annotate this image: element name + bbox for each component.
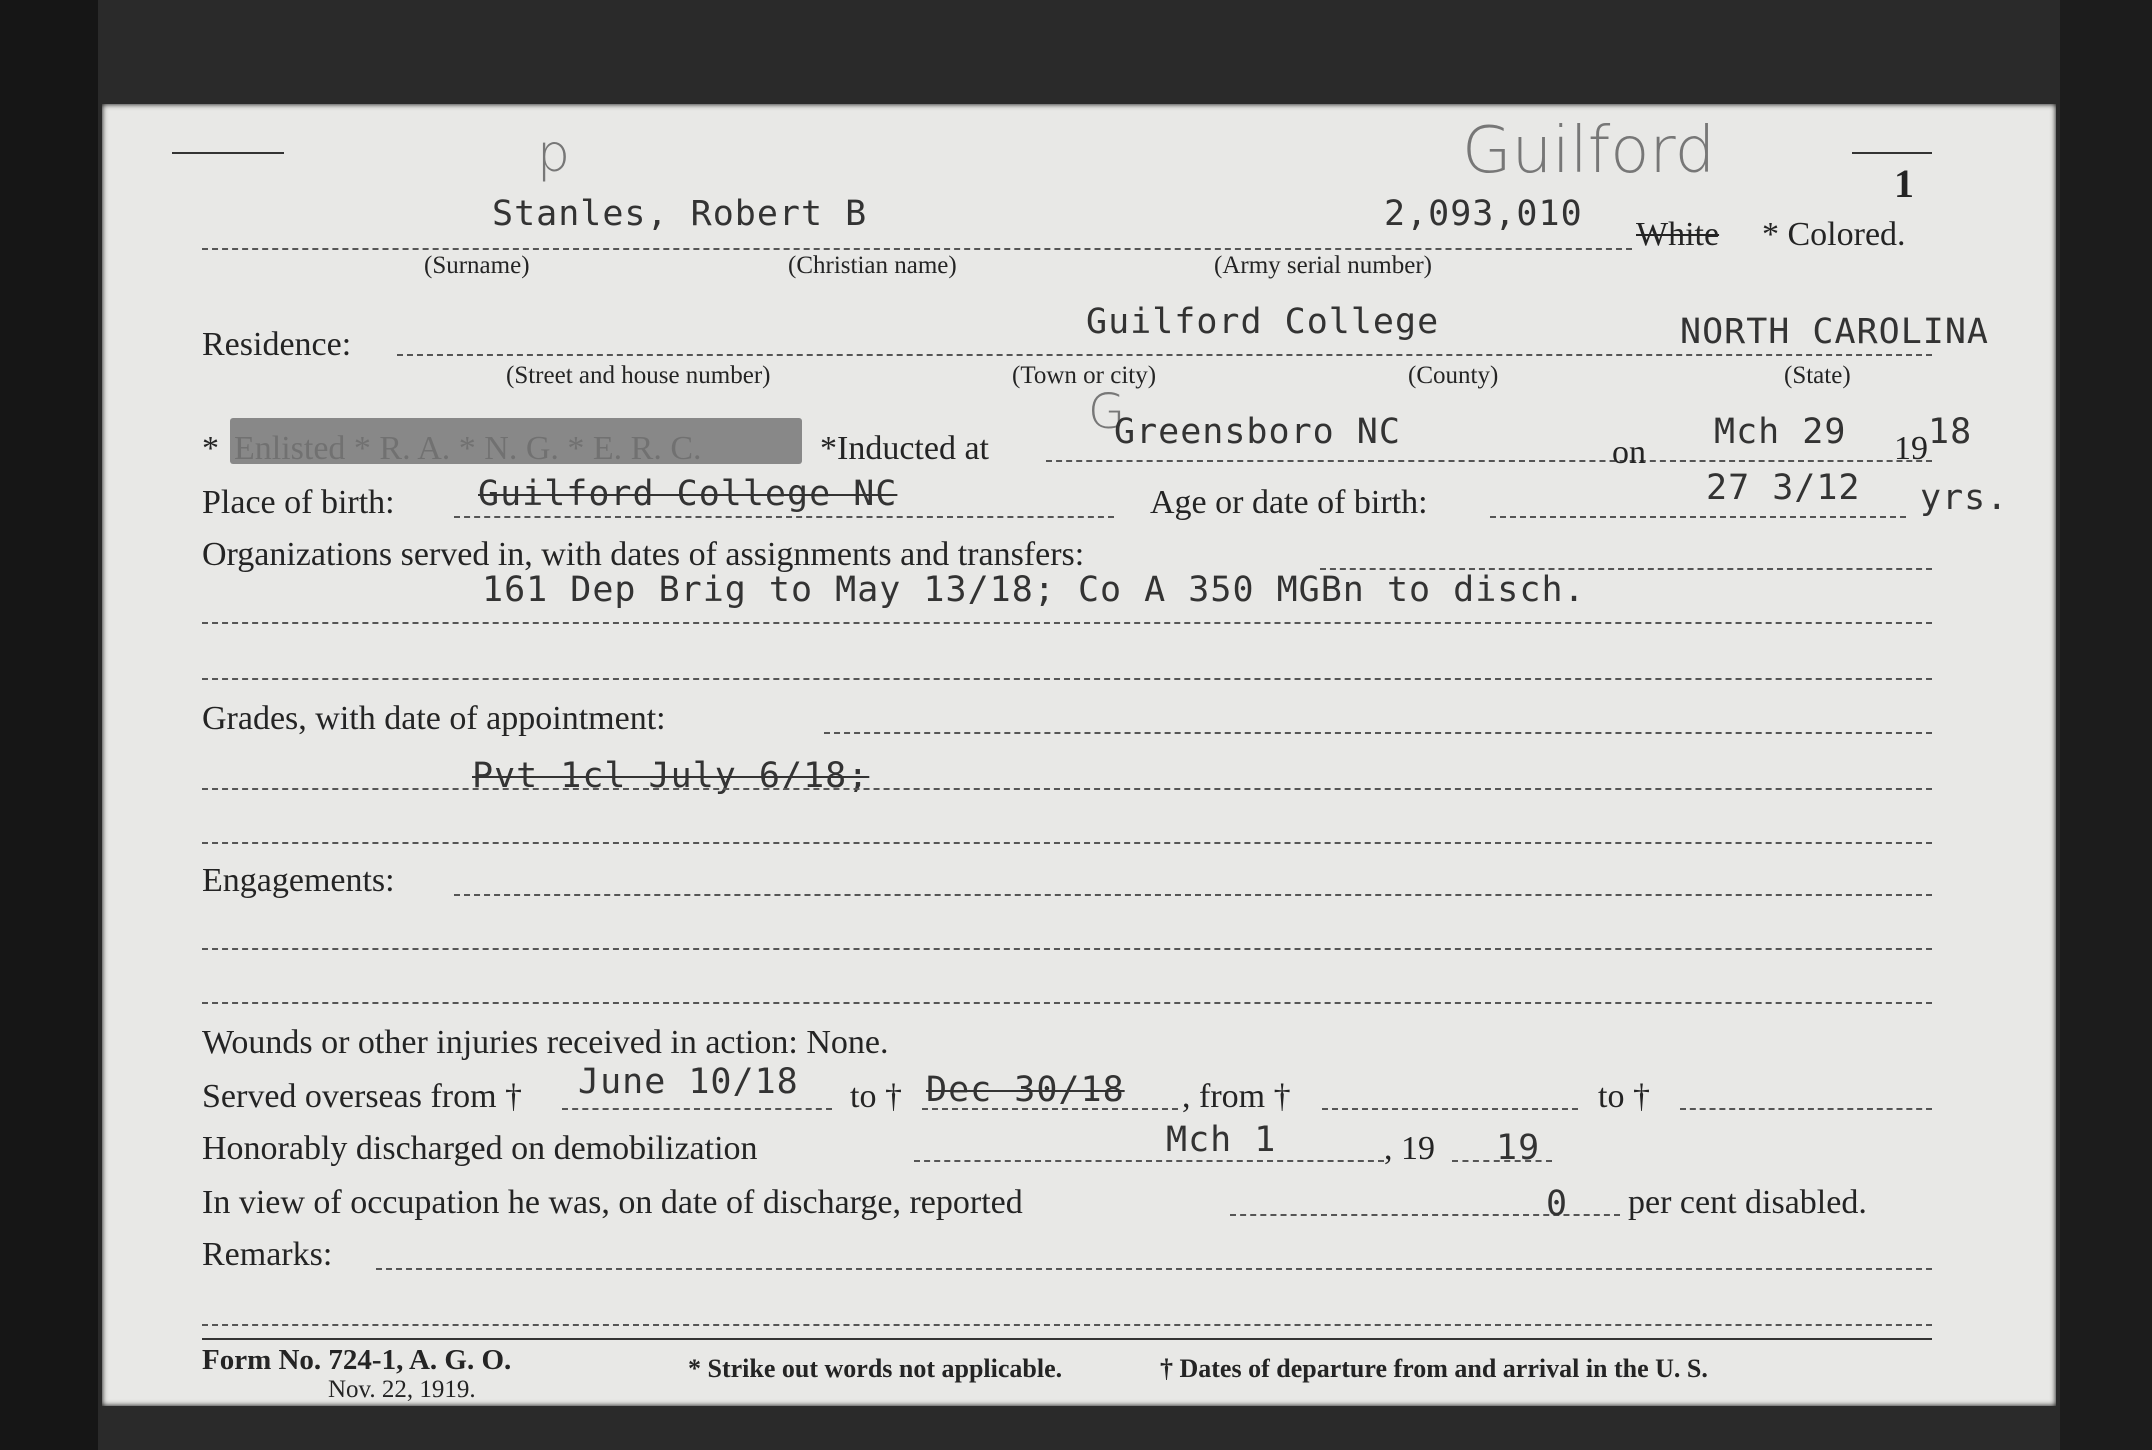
label-town: (Town or city) bbox=[1012, 362, 1157, 389]
form-number: Form No. 724-1, A. G. O. bbox=[202, 1344, 512, 1376]
service-record-card bbox=[102, 104, 2056, 1406]
engagements-line-3 bbox=[202, 1002, 1932, 1004]
label-age: Age or date of birth: bbox=[1150, 484, 1428, 521]
induct-handwritten-mark: G bbox=[1088, 384, 1126, 440]
label-percent: per cent disabled. bbox=[1628, 1184, 1867, 1221]
serial-typed: 2,093,010 bbox=[1384, 194, 1583, 234]
organizations-value: 161 Dep Brig to May 13/18; Co A 350 MGBn to disch. bbox=[482, 570, 1586, 610]
discharge-year-line bbox=[1452, 1160, 1552, 1162]
birth-place: Guilford College NC bbox=[478, 474, 898, 514]
label-serial: (Army serial number) bbox=[1214, 252, 1432, 279]
grades-line-3 bbox=[202, 842, 1932, 844]
label-to2: to † bbox=[1598, 1078, 1650, 1115]
remarks-line-2 bbox=[202, 1324, 1932, 1326]
overseas-to-value: Dec 30/18 bbox=[926, 1070, 1125, 1110]
age-value: 27 3/12 bbox=[1706, 468, 1861, 508]
label-occupation: In view of occupation he was, on date of discharge, reported bbox=[202, 1184, 1023, 1221]
star-mark: * bbox=[202, 430, 219, 467]
remarks-line-1 bbox=[376, 1268, 1932, 1270]
grades-line-1 bbox=[824, 732, 1932, 734]
race-white: White bbox=[1636, 216, 1720, 253]
overseas-from-line bbox=[562, 1108, 832, 1110]
residence-state: NORTH CAROLINA bbox=[1680, 312, 1990, 352]
overseas-from-value: June 10/18 bbox=[578, 1062, 799, 1102]
race-colored: * Colored. bbox=[1762, 216, 1906, 253]
age-line bbox=[1490, 516, 1906, 518]
header-rule-left bbox=[172, 152, 284, 154]
grades-line-2 bbox=[202, 788, 1932, 790]
orgs-line-2 bbox=[202, 622, 1932, 624]
redaction-mark bbox=[230, 418, 802, 464]
name-typed: Stanles, Robert B bbox=[492, 194, 868, 234]
label-on: on bbox=[1612, 434, 1646, 471]
induct-year-prefix: 19 bbox=[1894, 430, 1928, 467]
inducted-place: Greensboro NC bbox=[1114, 412, 1401, 452]
label-inducted: *Inducted at bbox=[820, 430, 989, 467]
residence-line bbox=[397, 354, 1932, 356]
label-residence: Residence: bbox=[202, 326, 352, 363]
label-overseas-to: to † bbox=[850, 1078, 902, 1115]
induct-date: Mch 29 bbox=[1714, 412, 1847, 452]
header-rule-right bbox=[1852, 152, 1932, 154]
overseas-to-line bbox=[922, 1108, 1178, 1110]
grades-value: Pvt 1cl July 6/18; bbox=[472, 756, 870, 796]
from-line bbox=[1322, 1108, 1578, 1110]
residence-town: Guilford College bbox=[1086, 302, 1440, 342]
discharge-year: 19 bbox=[1496, 1128, 1541, 1168]
label-yrs: yrs. bbox=[1920, 478, 2009, 518]
county-handwritten: Guilford bbox=[1462, 114, 1716, 188]
label-discharge-year: , 19 bbox=[1384, 1130, 1435, 1167]
induct-date-line bbox=[1670, 460, 1932, 462]
footer-rule bbox=[202, 1338, 1932, 1340]
label-grades: Grades, with date of appointment: bbox=[202, 700, 666, 737]
engagements-line-1 bbox=[454, 894, 1932, 896]
label-wounds: Wounds or other injuries received in action: None. bbox=[202, 1024, 889, 1061]
label-christian: (Christian name) bbox=[788, 252, 957, 279]
discharge-date: Mch 1 bbox=[1166, 1120, 1277, 1160]
footnote-dates: † Dates of departure from and arrival in the U. S. bbox=[1160, 1354, 1708, 1383]
footnote-strike: * Strike out words not applicable. bbox=[688, 1354, 1063, 1383]
orgs-line-3 bbox=[202, 678, 1932, 680]
discharge-line bbox=[914, 1160, 1384, 1162]
birth-place-line bbox=[454, 516, 1114, 518]
handwritten-mark: p bbox=[537, 124, 571, 184]
card-number: 1 bbox=[1894, 161, 1914, 206]
label-from: , from † bbox=[1182, 1078, 1291, 1115]
to2-line bbox=[1680, 1108, 1932, 1110]
label-county: (County) bbox=[1408, 362, 1499, 389]
disabled-value: 0 bbox=[1546, 1184, 1569, 1224]
label-organizations: Organizations served in, with dates of assignments and transfers: bbox=[202, 536, 1085, 573]
name-line bbox=[202, 248, 1632, 250]
label-remarks: Remarks: bbox=[202, 1236, 333, 1273]
form-date: Nov. 22, 1919. bbox=[328, 1376, 476, 1403]
label-engagements: Engagements: bbox=[202, 862, 395, 899]
induct-year: 18 bbox=[1928, 412, 1973, 452]
label-surname: (Surname) bbox=[424, 252, 530, 279]
label-state: (State) bbox=[1784, 362, 1851, 389]
inducted-line bbox=[1046, 460, 1686, 462]
scan-border-right bbox=[2060, 0, 2152, 1450]
engagements-line-2 bbox=[202, 948, 1932, 950]
label-overseas-from: Served overseas from † bbox=[202, 1078, 523, 1115]
label-discharged: Honorably discharged on demobilization bbox=[202, 1130, 758, 1167]
scan-border-left bbox=[0, 0, 98, 1450]
label-birth-place: Place of birth: bbox=[202, 484, 395, 521]
label-street: (Street and house number) bbox=[506, 362, 771, 389]
